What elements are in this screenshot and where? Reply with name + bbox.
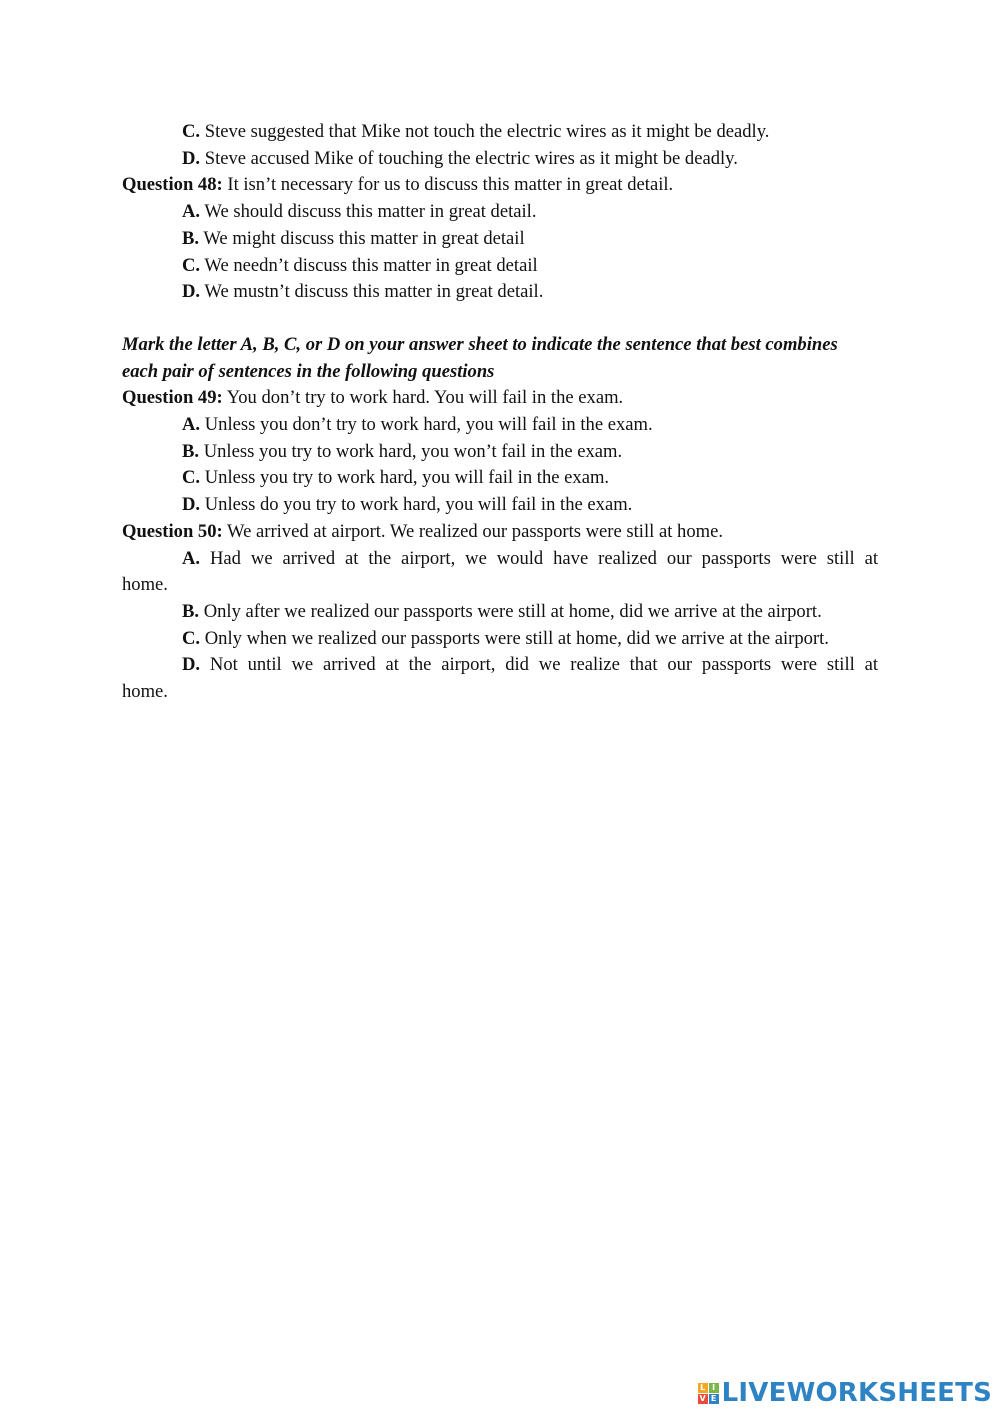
instruction-line-2: each pair of sentences in the following questions [122, 360, 495, 382]
q48-option-a [122, 199, 878, 226]
option-letter: B. [182, 227, 200, 249]
option-text: Only after we realized our passports were still at home, did we arrive at the airport. [199, 600, 822, 622]
q49-option-c [122, 465, 878, 492]
q50-option-c [122, 626, 878, 653]
logo-tile: L [698, 1383, 708, 1393]
option-text: Unless you try to work hard, you won’t fail in the exam. [199, 440, 623, 462]
brand-name: LIVEWORKSHEETS [721, 1378, 992, 1408]
option-letter: B. [182, 600, 200, 622]
option-text: Only when we realized our passports were still at home, did we arrive at the airport. [200, 627, 829, 649]
q50-stem [122, 519, 878, 546]
option-text: Steve suggested that Mike not touch the electric wires as it might be deadly. [200, 121, 770, 142]
q49-stem [122, 385, 878, 412]
q48-stem [122, 172, 878, 199]
option-text: We mustn’t discuss this matter in great detail. [200, 281, 544, 303]
liveworksheets-logo[interactable] [698, 1380, 992, 1406]
option-first-line [182, 546, 878, 573]
option-text: Steve accused Mike of touching the electric wires as it might be deadly. [200, 147, 738, 169]
q49-option-a [122, 412, 878, 439]
option-letter: C. [182, 627, 201, 649]
option-letter: D. [182, 281, 201, 303]
option-letter: B. [182, 440, 200, 462]
option-letter: A. [182, 201, 201, 223]
q50-option-d [122, 652, 878, 705]
question-label: Question 50: [122, 520, 223, 542]
logo-tile: I [709, 1383, 719, 1393]
question-text: It isn’t necessary for us to discuss this matter in great detail. [222, 174, 674, 196]
option-text: We should discuss this matter in great detail. [200, 201, 537, 223]
logo-tiles-icon [698, 1383, 719, 1404]
option-text: Not until we arrived at the airport, did we realize that our passports were still at [200, 654, 878, 676]
option-text: We needn’t discuss this matter in great detail [200, 254, 538, 276]
logo-tile: V [699, 1393, 706, 1403]
q48-option-d [122, 279, 878, 306]
section-gap [122, 306, 878, 332]
q50-option-b [122, 599, 878, 626]
worksheet-content [122, 119, 878, 706]
q50-option-a [122, 546, 878, 599]
option-letter: D. [182, 147, 201, 169]
option-text: Unless you try to work hard, you will fail in the exam. [200, 467, 610, 489]
option-letter: D. [182, 654, 201, 676]
option-first-line [182, 652, 878, 679]
option-text: Had we arrived at the airport, we would have realized our passports were still at [200, 547, 878, 569]
option-letter: A. [182, 414, 201, 436]
q48-option-c [122, 253, 878, 280]
logo-tile: E [709, 1394, 719, 1404]
option-text: We might discuss this matter in great detail [199, 227, 525, 249]
option-letter: C. [182, 467, 201, 489]
option-text: Unless you don’t try to work hard, you will fail in the exam. [200, 414, 653, 436]
option-text-continued: home. [122, 574, 168, 596]
q49-option-d [122, 492, 878, 519]
option-letter: C. [182, 254, 201, 276]
option-letter: A. [182, 547, 201, 569]
instruction-line-1: Mark the letter A, B, C, or D on your answer sheet to indicate the sentence that best combines [122, 333, 838, 355]
question-text: We arrived at airport. We realized our passports were still at home. [222, 520, 723, 542]
q49-option-b [122, 439, 878, 466]
option-letter: C. [182, 121, 201, 142]
question-text: You don’t try to work hard. You will fail in the exam. [222, 387, 624, 409]
option-letter: D. [182, 494, 201, 516]
q47-option-c [122, 119, 878, 146]
question-label: Question 48: [122, 174, 223, 196]
option-text-continued: home. [122, 681, 168, 703]
q48-option-b [122, 226, 878, 253]
question-label: Question 49: [122, 387, 223, 409]
option-text: Unless do you try to work hard, you will fail in the exam. [200, 494, 633, 516]
q47-option-d [122, 146, 878, 173]
section-instruction [122, 332, 878, 385]
